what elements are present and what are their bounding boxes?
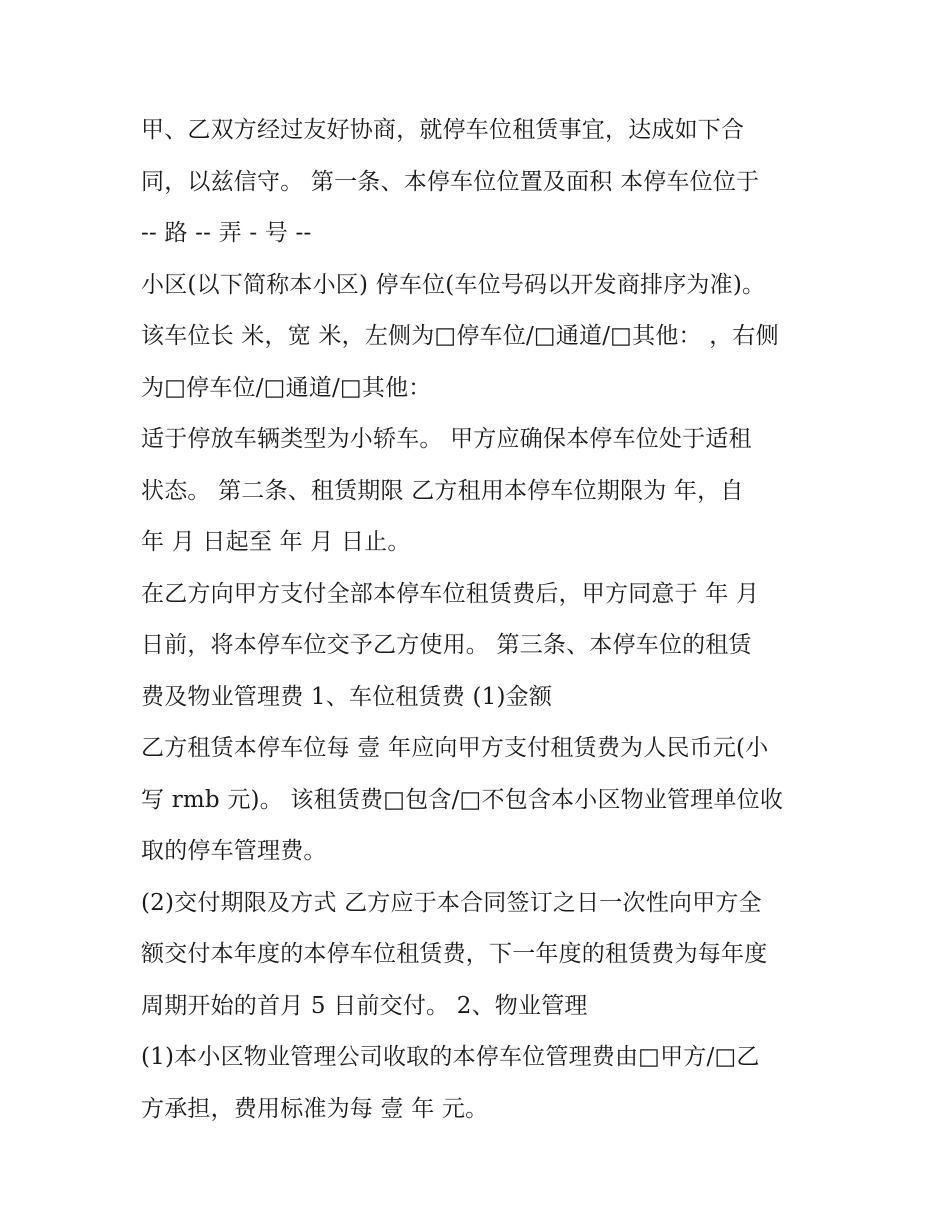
text-line: 取的停车管理费。	[141, 838, 327, 864]
text-line: 适于停放车辆类型为小轿车。 甲方应确保本停车位处于适租	[141, 426, 752, 452]
text-line: (2)交付期限及方式 乙方应于本合同签订之日一次性向甲方全	[141, 889, 762, 916]
text-line: 费及物业管理费 1、车位租赁费 (1)金额	[141, 683, 553, 710]
document-body	[141, 108, 821, 1138]
text-line: 在乙方向甲方支付全部本停车位租赁费后，甲方同意于 年 月	[141, 580, 760, 607]
text-line: 为□停车位/□通道/□其他：	[141, 374, 432, 401]
text-line: 甲、乙双方经过友好协商，就停车位租赁事宜，达成如下合	[141, 117, 745, 143]
text-line: 周期开始的首月 5 日前交付。 2、物业管理	[141, 992, 588, 1019]
text-line: 写 rmb 元)。 该租赁费□包含/□不包含本小区物业管理单位收	[141, 786, 784, 813]
text-line: 额交付本年度的本停车位租赁费，下一年度的租赁费为每年度	[141, 941, 768, 967]
text-line: 状态。 第二条、租赁期限 乙方租用本停车位期限为 年，自	[141, 477, 744, 504]
text-line: 小区(以下简称本小区) 停车位(车位号码以开发商排序为准)。	[141, 271, 766, 298]
text-line: 乙方租赁本停车位每 壹 年应向甲方支付租赁费为人民币元(小	[141, 735, 769, 761]
text-line: 该车位长 米，宽 米，左侧为□停车位/□通道/□其他： ，右侧	[141, 323, 779, 349]
text-line: 同，以兹信守。 第一条、本停车位位置及面积 本停车位位于	[141, 168, 760, 195]
text-line: (1)本小区物业管理公司收取的本停车位管理费由□甲方/□乙	[141, 1044, 760, 1070]
text-line: 方承担，费用标准为每 壹 年 元。	[141, 1095, 489, 1122]
text-line: -- 路 -- 弄 - 号 --	[141, 220, 312, 246]
text-line: 年 月 日起至 年 月 日止。	[141, 529, 411, 555]
text-line: 日前，将本停车位交予乙方使用。 第三条、本停车位的租赁	[141, 632, 752, 658]
